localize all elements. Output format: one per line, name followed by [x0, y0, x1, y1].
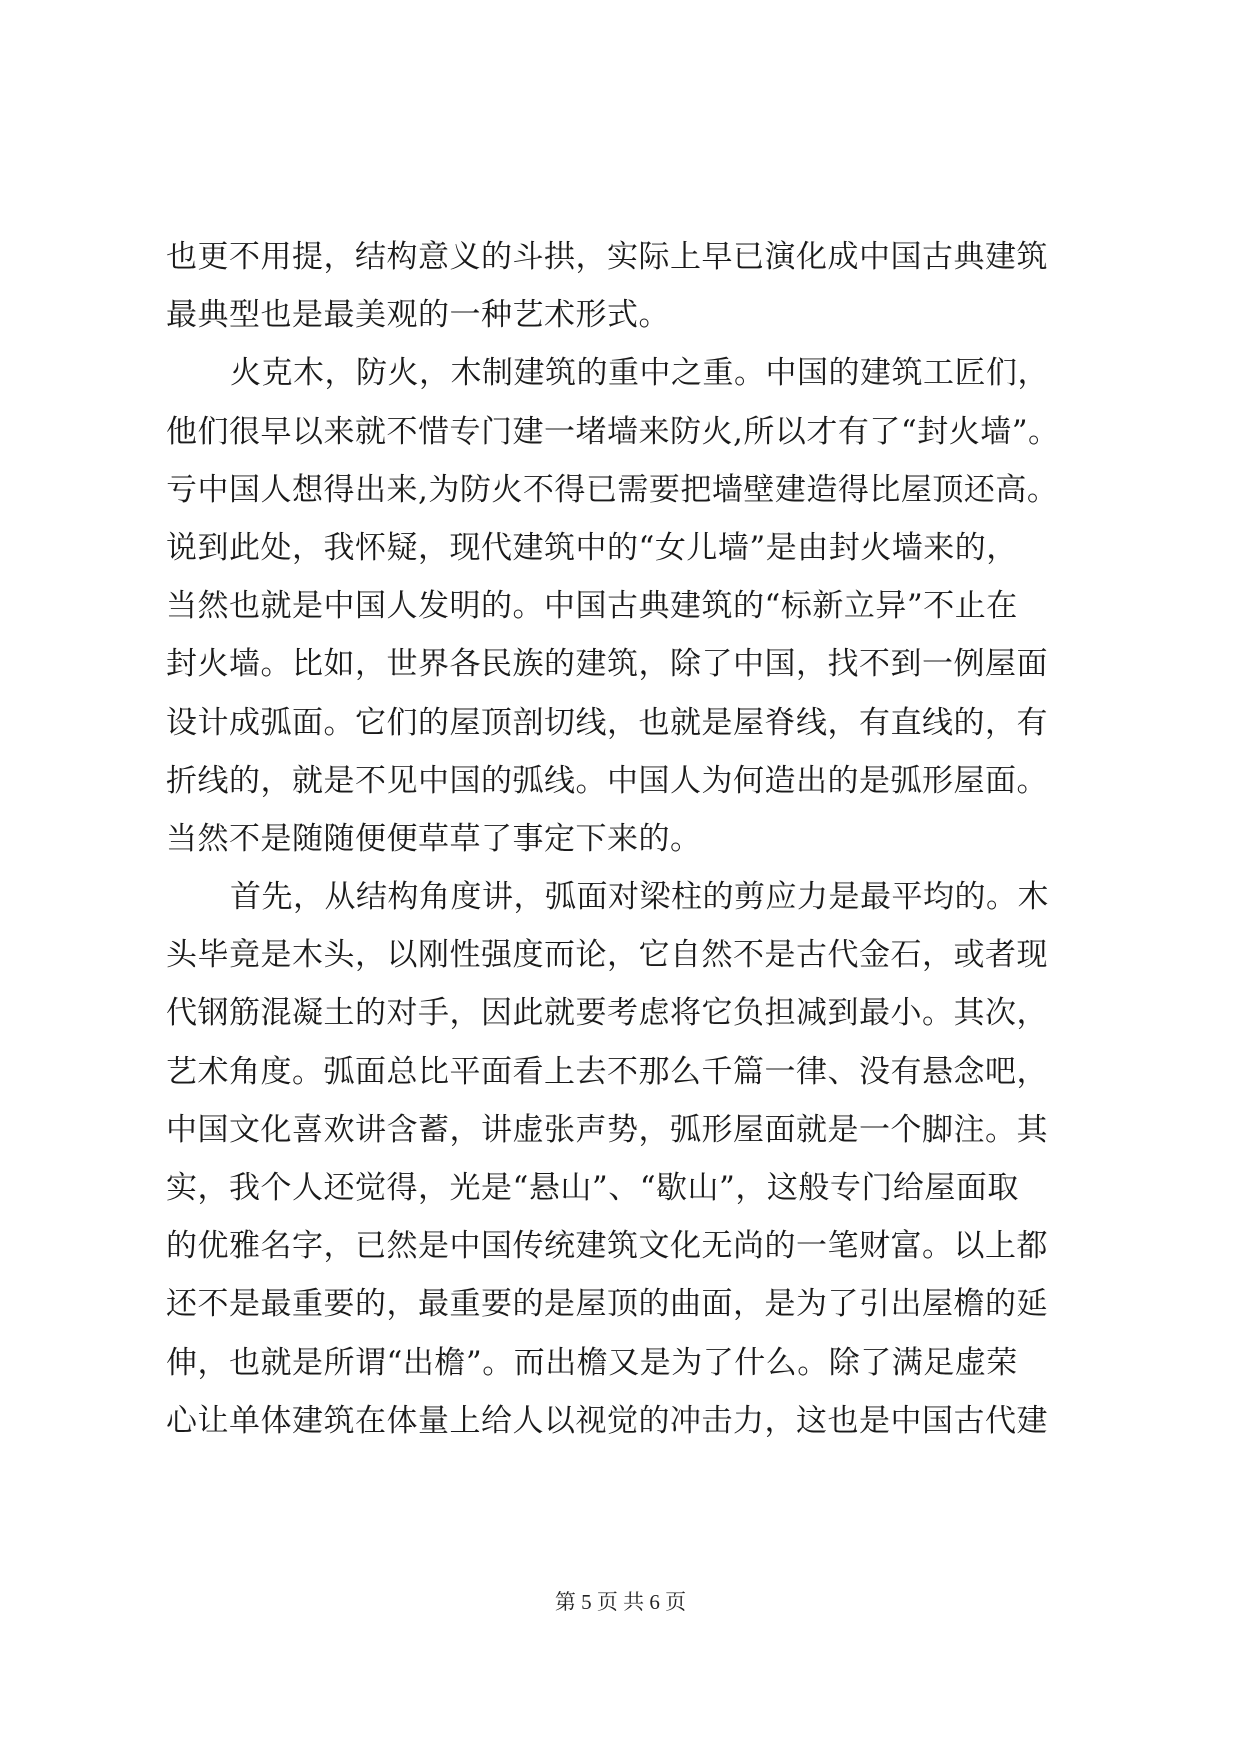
text-line: 他们很早以来就不惜专门建一堵墙来防火,所以才有了“封火墙”。: [166, 413, 1060, 450]
text-line: 最典型也是最美观的一种艺术形式。: [166, 297, 670, 334]
body-text: [166, 228, 1078, 1450]
text-line: 代钢筋混凝土的对手，因此就要考虑将它负担减到最小。其次，: [166, 995, 1048, 1032]
text-line: 亏中国人想得出来,为防火不得已需要把墙壁建造得比屋顶还高。: [166, 471, 1059, 508]
text-line: 实，我个人还觉得，光是“悬山”、“歇山”，这般专门给屋面取: [166, 1170, 1019, 1206]
text-line: 折线的，就是不见中国的弧线。中国人为何造出的是弧形屋面。: [166, 762, 1048, 799]
text-line: 也更不用提，结构意义的斗拱，实际上早已演化成中国古典建筑: [166, 239, 1048, 275]
text-line: 封火墙。比如，世界各民族的建筑，除了中国，找不到一例屋面: [166, 646, 1048, 683]
paragraph-start-line: 首先，从结构角度讲，弧面对梁柱的剪应力是最平均的。木: [230, 879, 1049, 916]
paragraph-start-line: 火克木，防火，木制建筑的重中之重。中国的建筑工匠们，: [230, 355, 1049, 392]
text-line: 还不是最重要的，最重要的是屋顶的曲面，是为了引出屋檐的延: [166, 1286, 1048, 1323]
text-line: 中国文化喜欢讲含蓄，讲虚张声势，弧形屋面就是一个脚注。其: [166, 1111, 1048, 1148]
text-line: 当然也就是中国人发明的。中国古典建筑的“标新立异”不止在: [166, 588, 1018, 625]
text-line: 头毕竟是木头，以刚性强度而论，它自然不是古代金石，或者现: [166, 937, 1048, 974]
text-line: 当然不是随随便便草草了事定下来的。: [166, 820, 702, 857]
text-line: 伸，也就是所谓“出檐”。而出檐又是为了什么。除了满足虚荣: [166, 1344, 1018, 1381]
text-line: 的优雅名字，已然是中国传统建筑文化无尚的一笔财富。以上都: [166, 1228, 1048, 1265]
text-line: 设计成弧面。它们的屋顶剖切线，也就是屋脊线，有直线的，有: [166, 704, 1048, 741]
text-line: 艺术角度。弧面总比平面看上去不那么千篇一律、没有悬念吧，: [166, 1053, 1048, 1090]
text-line: 心让单体建筑在体量上给人以视觉的冲击力，这也是中国古代建: [166, 1402, 1048, 1439]
page-number-footer: 第 5 页 共 6 页: [554, 1590, 687, 1614]
text-line: 说到此处，我怀疑，现代建筑中的“女儿墙”是由封火墙来的，: [166, 529, 1018, 566]
